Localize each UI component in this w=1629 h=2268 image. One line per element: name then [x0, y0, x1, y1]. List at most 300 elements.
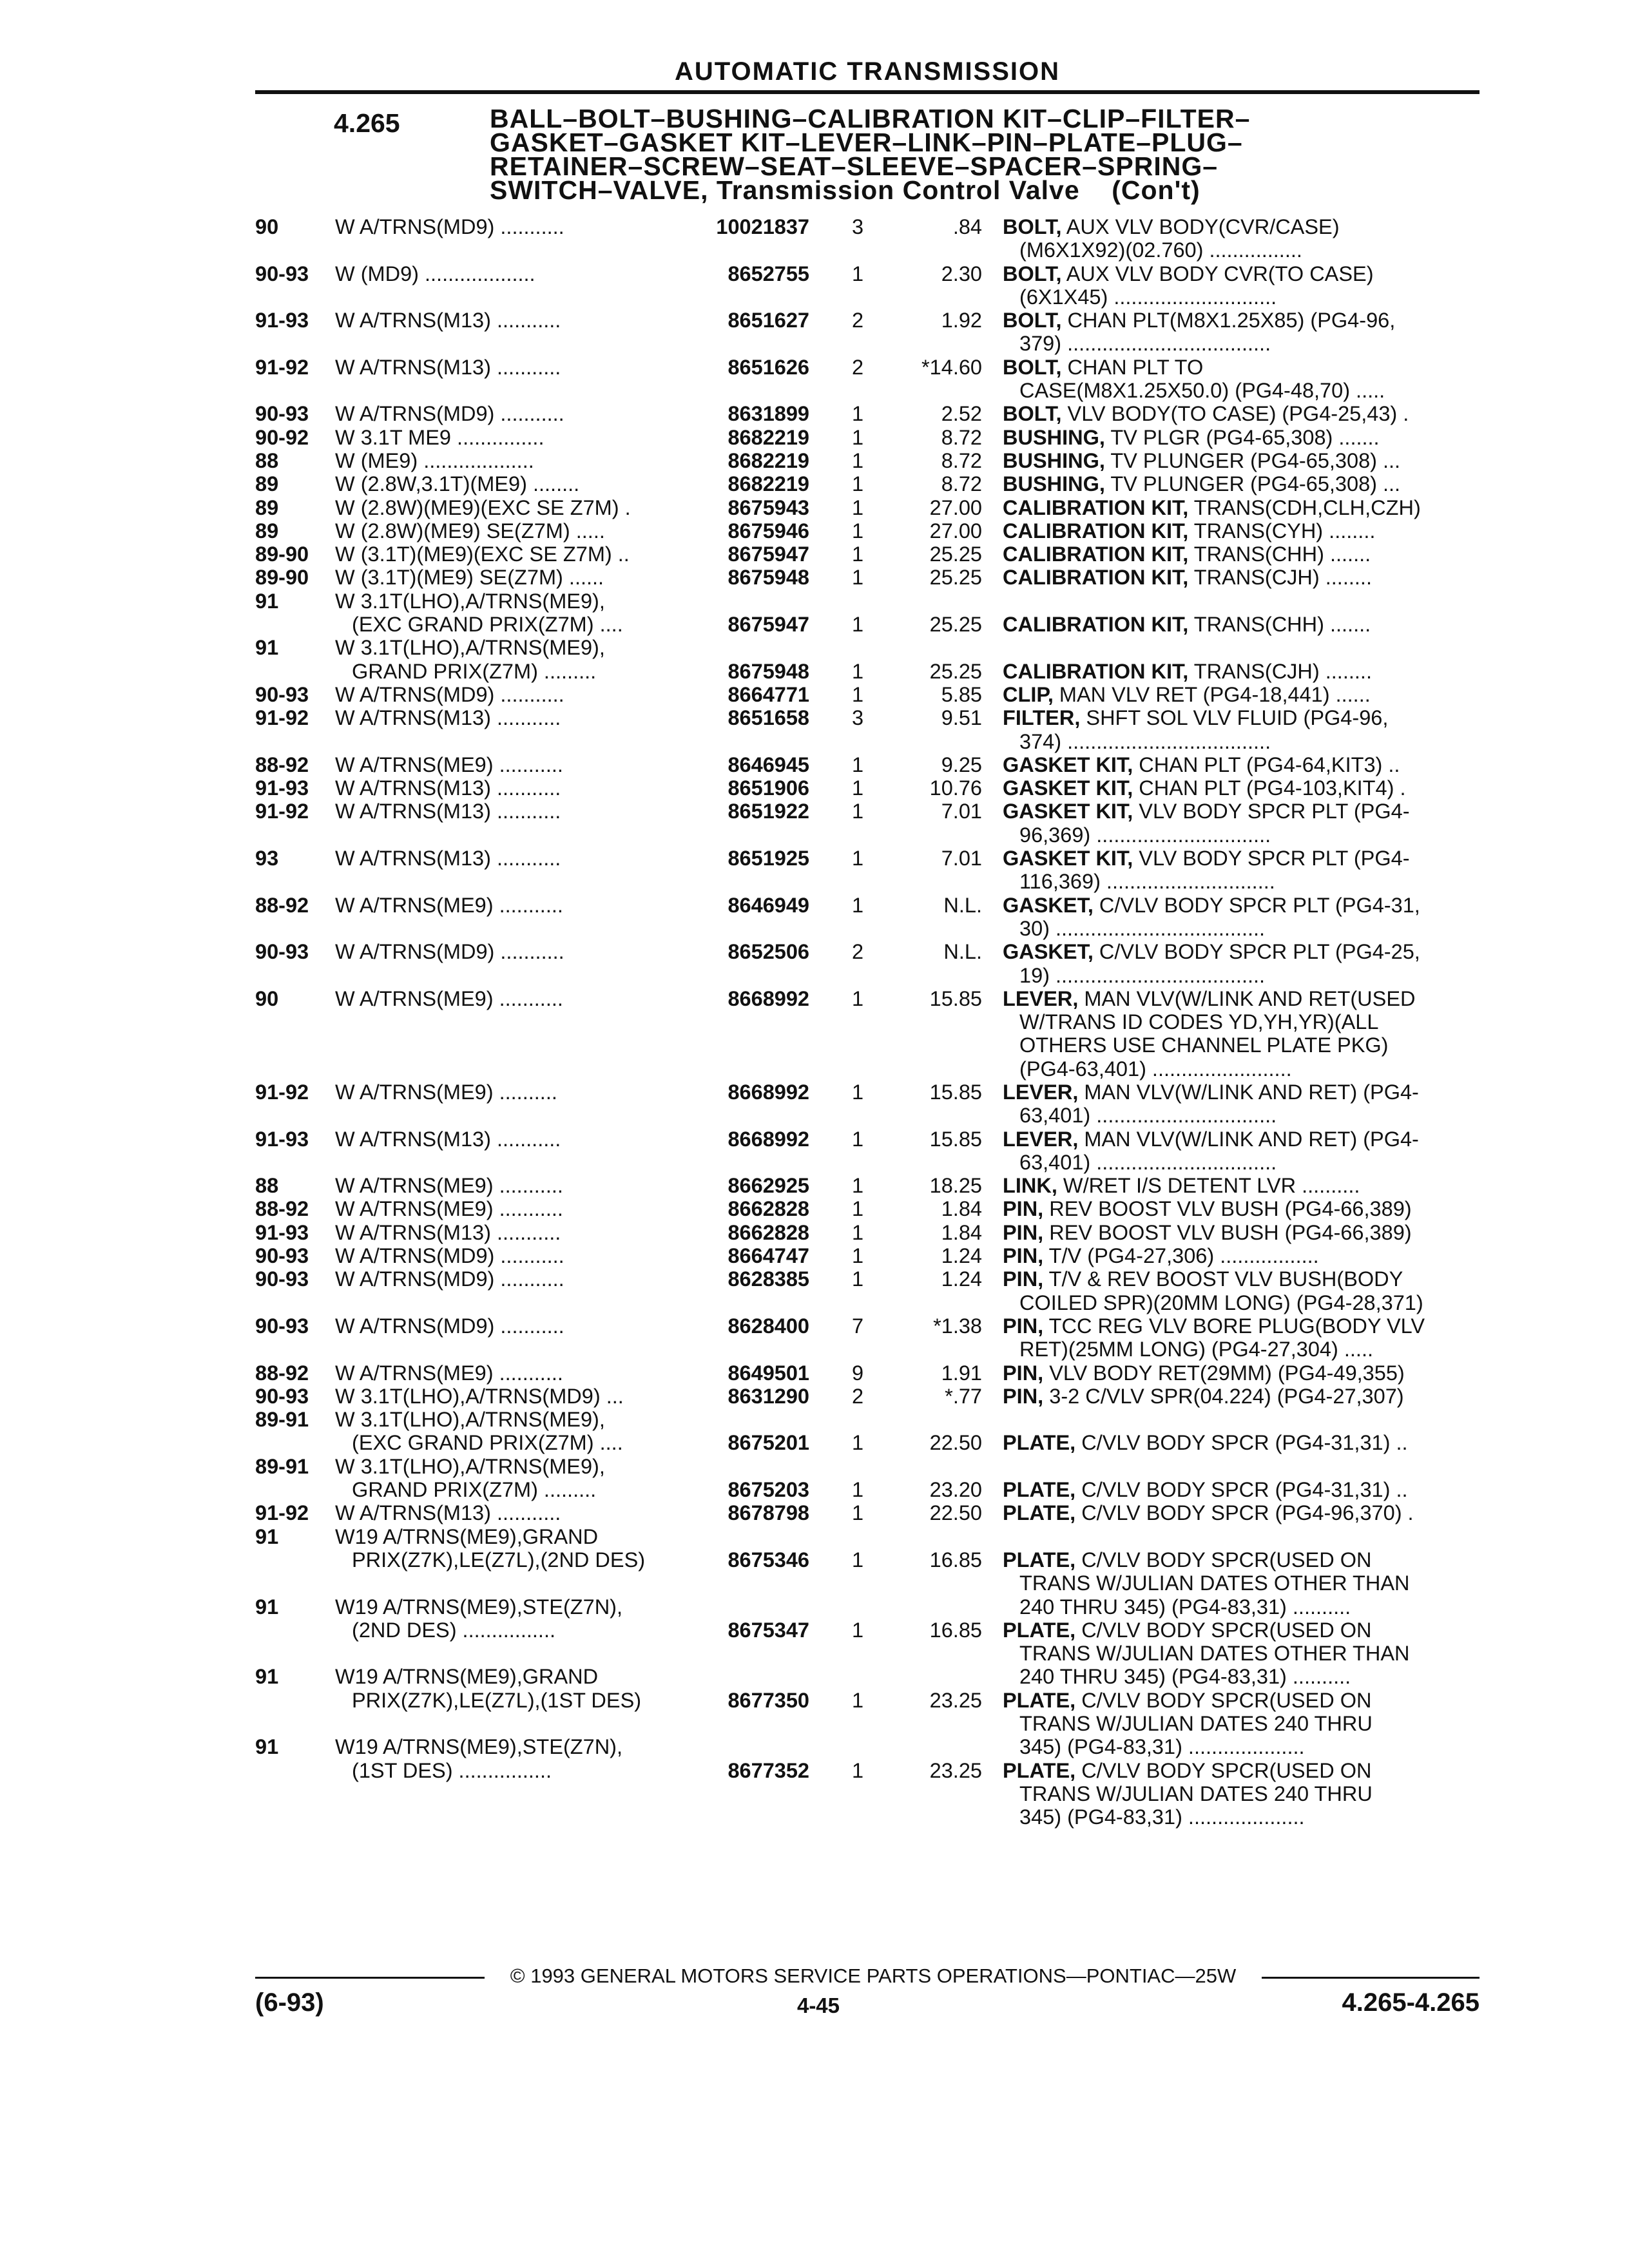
- price: 25.25: [929, 659, 982, 683]
- quantity: 1: [851, 1127, 864, 1151]
- part-row: [255, 356, 1480, 403]
- part-number: 8651627: [728, 309, 809, 332]
- part-name: [1003, 543, 1480, 566]
- application-line: W A/TRNS(M13) ...........: [335, 800, 561, 823]
- parts-list: [255, 215, 1480, 1829]
- part-name-bold: GASKET KIT,: [1003, 776, 1133, 800]
- application-line: W A/TRNS(ME9) ...........: [335, 1361, 563, 1385]
- price: 1.24: [941, 1244, 982, 1268]
- part-name: [1003, 987, 1480, 1081]
- quantity: 1: [851, 1080, 864, 1104]
- part-name-line: [1003, 402, 1480, 425]
- part-name: [1003, 356, 1480, 403]
- part-name-bold: CALIBRATION KIT,: [1003, 566, 1189, 590]
- page-header: AUTOMATIC TRANSMISSION: [674, 57, 1061, 86]
- price: 15.85: [929, 1080, 982, 1104]
- part-number: 8675346: [728, 1548, 809, 1571]
- part-number: 8668992: [728, 986, 809, 1010]
- part-name-bold: PLATE,: [1003, 1618, 1076, 1642]
- part-name-text: VLV BODY RET(29MM) (PG4-49,355): [1049, 1361, 1405, 1385]
- application-line: (EXC GRAND PRIX(Z7M) ....: [352, 1431, 623, 1455]
- part-name-bold: LINK,: [1003, 1174, 1057, 1198]
- part-name: [1003, 566, 1480, 589]
- quantity: 1: [851, 1174, 864, 1198]
- part-name-line: [1003, 776, 1480, 800]
- quantity: 1: [851, 1197, 864, 1221]
- part-name-text: REV BOOST VLV BUSH (PG4-66,389): [1049, 1197, 1412, 1221]
- price: 23.25: [929, 1688, 982, 1712]
- part-name-line: 374) ...................................: [1019, 729, 1271, 753]
- quantity: 1: [851, 1688, 864, 1712]
- part-name-bold: PIN,: [1003, 1361, 1044, 1385]
- part-name: [1003, 776, 1480, 800]
- part-name-bold: GASKET KIT,: [1003, 800, 1133, 823]
- application-line: (1ST DES) ................: [352, 1758, 552, 1782]
- part-name-line: [1003, 449, 1480, 472]
- part-row: [255, 426, 1480, 449]
- model-year: 88-92: [255, 893, 309, 917]
- part-row: [255, 1174, 1480, 1197]
- part-name-line: 240 THRU 345) (PG4-83,31) ..........: [1019, 1665, 1351, 1689]
- quantity: 1: [851, 519, 864, 543]
- part-name-bold: BUSHING,: [1003, 425, 1105, 449]
- part-name-text: AUX VLV BODY(CVR/CASE): [1066, 215, 1340, 238]
- price: 1.91: [941, 1361, 982, 1385]
- model-year: 88-92: [255, 1197, 309, 1221]
- part-number: 8675201: [728, 1431, 809, 1455]
- part-name-line: 63,401) ...............................: [1019, 1150, 1277, 1174]
- model-year: 90-93: [255, 1384, 309, 1408]
- part-row: [255, 1081, 1480, 1128]
- part-number: 8646949: [728, 893, 809, 917]
- model-year: 91: [255, 589, 279, 613]
- part-name-line: [1003, 1478, 1480, 1501]
- price: 8.72: [941, 472, 982, 496]
- part-row: [255, 402, 1480, 425]
- part-row: [255, 753, 1480, 776]
- quantity: 1: [851, 543, 864, 566]
- part-number: 8675946: [728, 519, 809, 543]
- part-row: [255, 776, 1480, 800]
- part-row: [255, 449, 1480, 472]
- application-line: W19 A/TRNS(ME9),GRAND: [335, 1665, 599, 1689]
- application-line: W A/TRNS(M13) ...........: [335, 355, 561, 379]
- part-name-bold: CALIBRATION KIT,: [1003, 659, 1189, 683]
- part-name-text: TV PLUNGER (PG4-65,308) ...: [1110, 448, 1401, 472]
- part-number: 8662828: [728, 1220, 809, 1244]
- part-name-line: [1003, 1759, 1480, 1782]
- part-name-bold: PLATE,: [1003, 1548, 1076, 1571]
- part-number: 8662925: [728, 1174, 809, 1198]
- application-line: W A/TRNS(MD9) ...........: [335, 682, 564, 706]
- price: 7.01: [941, 847, 982, 870]
- quantity: 9: [851, 1361, 864, 1385]
- part-name-line: [1003, 940, 1480, 963]
- part-name: [1003, 1174, 1480, 1197]
- application-line: W (2.8W,3.1T)(ME9) ........: [335, 472, 580, 496]
- application-line: (EXC GRAND PRIX(Z7M) ....: [352, 613, 623, 637]
- part-name-text: C/VLV BODY SPCR(USED ON: [1081, 1618, 1372, 1642]
- price: 1.92: [941, 309, 982, 332]
- model-year: 91-93: [255, 1127, 309, 1151]
- part-name: [1003, 426, 1480, 449]
- application-line: W (2.8W)(ME9)(EXC SE Z7M) .: [335, 495, 631, 519]
- part-name-line: [1003, 1081, 1480, 1104]
- quantity: 1: [851, 753, 864, 776]
- part-name-text: CHAN PLT(M8X1.25X85) (PG4-96,: [1067, 309, 1396, 332]
- footer-date: (6-93): [255, 1988, 324, 2017]
- part-number: 8682219: [728, 425, 809, 449]
- part-name: [1003, 613, 1480, 636]
- part-row: [255, 1361, 1480, 1385]
- application-line: W A/TRNS(M13) ...........: [335, 1501, 561, 1525]
- part-name-line: [1003, 894, 1480, 917]
- application-line: W A/TRNS(ME9) ..........: [335, 1080, 557, 1104]
- part-name-text: T/V & REV BOOST VLV BUSH(BODY: [1048, 1267, 1403, 1291]
- price: 27.00: [929, 495, 982, 519]
- part-name-bold: PIN,: [1003, 1314, 1044, 1338]
- quantity: 1: [851, 986, 864, 1010]
- quantity: 2: [851, 940, 864, 964]
- price: 18.25: [929, 1174, 982, 1198]
- part-row: [255, 636, 1480, 683]
- quantity: 1: [851, 1548, 864, 1571]
- application-line: W A/TRNS(M13) ...........: [335, 1127, 561, 1151]
- model-year: 91-92: [255, 1080, 309, 1104]
- section-title-line: [490, 175, 1431, 205]
- model-year: 89: [255, 472, 279, 496]
- part-name-text: SHFT SOL VLV FLUID (PG4-96,: [1086, 706, 1389, 730]
- part-number: 8631899: [728, 402, 809, 426]
- price: 22.50: [929, 1501, 982, 1525]
- part-name-text: T/V (PG4-27,306) .................: [1048, 1244, 1319, 1268]
- part-name-text: TV PLUNGER (PG4-65,308) ...: [1110, 472, 1401, 496]
- part-name-text: MAN VLV(W/LINK AND RET) (PG4-: [1084, 1080, 1419, 1104]
- part-row: [255, 472, 1480, 495]
- part-number: 8646945: [728, 753, 809, 776]
- part-name-line: [1003, 1174, 1480, 1197]
- section-title: [490, 104, 1431, 205]
- part-name: [1003, 1221, 1480, 1244]
- part-name: [1003, 660, 1480, 683]
- model-year: 89-91: [255, 1454, 309, 1478]
- part-name-text: MAN VLV RET (PG4-18,441) ......: [1059, 682, 1371, 706]
- part-name: [1003, 1267, 1480, 1314]
- part-name-text: TRANS(CYH) ........: [1193, 519, 1376, 543]
- part-name-line: 379) ...................................: [1019, 332, 1271, 356]
- part-row: [255, 1385, 1480, 1408]
- part-name: [1003, 215, 1480, 262]
- part-name-line: [1003, 543, 1480, 566]
- quantity: 1: [851, 613, 864, 637]
- quantity: 1: [851, 1431, 864, 1455]
- part-name-line: [1003, 1619, 1480, 1642]
- model-year: 88: [255, 1174, 279, 1198]
- part-name-bold: BOLT,: [1003, 215, 1062, 238]
- part-name: [1003, 847, 1480, 894]
- quantity: 2: [851, 1384, 864, 1408]
- quantity: 1: [851, 893, 864, 917]
- application-line: W A/TRNS(MD9) ...........: [335, 1267, 564, 1291]
- part-name-bold: LEVER,: [1003, 1080, 1079, 1104]
- part-name-line: [1003, 472, 1480, 495]
- price: 27.00: [929, 519, 982, 543]
- section-number: 4.265: [334, 108, 400, 138]
- part-number: 8652755: [728, 262, 809, 285]
- part-row: [255, 1128, 1480, 1175]
- part-name: [1003, 800, 1480, 847]
- part-name-bold: BOLT,: [1003, 402, 1062, 426]
- part-number: 8651925: [728, 847, 809, 870]
- part-name: [1003, 753, 1480, 776]
- application-line: W 3.1T(LHO),A/TRNS(MD9) ...: [335, 1384, 624, 1408]
- model-year: 89-91: [255, 1408, 309, 1432]
- part-name: [1003, 496, 1480, 519]
- part-name: [1003, 706, 1480, 753]
- part-name-line: CASE(M8X1.25X50.0) (PG4-48,70) .....: [1019, 379, 1385, 403]
- part-name: [1003, 1081, 1480, 1128]
- part-name-line: [1003, 1244, 1480, 1267]
- part-name: [1003, 309, 1480, 356]
- part-row: [255, 519, 1480, 543]
- model-year: 90-93: [255, 402, 309, 426]
- quantity: 1: [851, 1478, 864, 1502]
- quantity: 1: [851, 1758, 864, 1782]
- part-name-bold: BUSHING,: [1003, 472, 1105, 496]
- part-name: [1003, 1431, 1480, 1454]
- footer-rule-right: [1262, 1977, 1480, 1979]
- price: 1.84: [941, 1220, 982, 1244]
- part-name-text: REV BOOST VLV BUSH (PG4-66,389): [1049, 1220, 1412, 1244]
- part-name-text: C/VLV BODY SPCR PLT (PG4-31,: [1099, 893, 1420, 917]
- application-line: (2ND DES) ................: [352, 1618, 556, 1642]
- application-line: W A/TRNS(ME9) ...........: [335, 1174, 563, 1198]
- part-name-line: 240 THRU 345) (PG4-83,31) ..........: [1019, 1595, 1351, 1619]
- part-name-text: TCC REG VLV BORE PLUG(BODY VLV: [1048, 1314, 1425, 1338]
- price: N.L.: [943, 940, 982, 964]
- part-number: 8675948: [728, 566, 809, 590]
- part-name: [1003, 1759, 1480, 1829]
- part-name-line: [1003, 566, 1480, 589]
- part-name: [1003, 1244, 1480, 1267]
- part-name-bold: CALIBRATION KIT,: [1003, 519, 1189, 543]
- section-title-cont: (Con't): [1112, 175, 1200, 205]
- part-name-line: [1003, 1314, 1480, 1338]
- quantity: 1: [851, 1220, 864, 1244]
- application-line: W A/TRNS(MD9) ...........: [335, 940, 564, 964]
- section-title-line: RETAINER–SCREW–SEAT–SLEEVE–SPACER–SPRING–: [490, 151, 1219, 181]
- price: 10.76: [929, 776, 982, 800]
- part-name-line: [1003, 800, 1480, 823]
- application-line: W19 A/TRNS(ME9),STE(Z7N),: [335, 1735, 623, 1759]
- price: 2.30: [941, 262, 982, 285]
- model-year: 90: [255, 215, 279, 238]
- part-row: [255, 496, 1480, 519]
- part-row: [255, 706, 1480, 753]
- application-line: W A/TRNS(M13) ...........: [335, 706, 561, 730]
- part-number: 8628400: [728, 1314, 809, 1338]
- quantity: 2: [851, 309, 864, 332]
- part-name-line: [1003, 1267, 1480, 1291]
- model-year: 88-92: [255, 753, 309, 776]
- application-line: W (ME9) ...................: [335, 448, 534, 472]
- model-year: 88-92: [255, 1361, 309, 1385]
- part-name: [1003, 402, 1480, 425]
- part-name-line: [1003, 706, 1480, 729]
- part-row: [255, 215, 1480, 262]
- part-name-line: [1003, 309, 1480, 332]
- part-row: [255, 1501, 1480, 1524]
- application-line: W A/TRNS(ME9) ...........: [335, 1197, 563, 1221]
- quantity: 1: [851, 659, 864, 683]
- section-title-rest: Transmission Control Valve: [716, 175, 1080, 205]
- price: 7.01: [941, 800, 982, 823]
- price: 16.85: [929, 1548, 982, 1571]
- quantity: 7: [851, 1314, 864, 1338]
- part-name-line: (6X1X45) ............................: [1019, 285, 1277, 309]
- part-name-line: 63,401) ...............................: [1019, 1104, 1277, 1128]
- part-number: 8678798: [728, 1501, 809, 1525]
- price: .84: [952, 215, 982, 238]
- quantity: 1: [851, 1267, 864, 1291]
- part-number: 8675947: [728, 543, 809, 566]
- price: *.77: [945, 1384, 982, 1408]
- part-name-line: [1003, 683, 1480, 706]
- part-name-line: [1003, 356, 1480, 379]
- part-name-bold: CALIBRATION KIT,: [1003, 495, 1189, 519]
- application-line: W19 A/TRNS(ME9),GRAND: [335, 1524, 599, 1548]
- part-number: 8682219: [728, 448, 809, 472]
- part-name-bold: LEVER,: [1003, 1127, 1079, 1151]
- part-name-text: MAN VLV(W/LINK AND RET) (PG4-: [1084, 1127, 1419, 1151]
- application-line: W A/TRNS(ME9) ...........: [335, 753, 563, 776]
- model-year: 89: [255, 495, 279, 519]
- part-name: [1003, 1385, 1480, 1408]
- part-name: [1003, 1361, 1480, 1385]
- section-title-bold: SWITCH–VALVE,: [490, 175, 709, 205]
- part-number: 8675947: [728, 613, 809, 637]
- part-name-bold: PLATE,: [1003, 1478, 1076, 1502]
- application-line: W A/TRNS(M13) ...........: [335, 776, 561, 800]
- part-row: [255, 847, 1480, 894]
- part-row: [255, 683, 1480, 706]
- quantity: 1: [851, 448, 864, 472]
- part-name-bold: GASKET KIT,: [1003, 753, 1133, 776]
- footer-page-number: 4-45: [796, 1994, 840, 2017]
- part-name-text: TRANS(CHH) .......: [1193, 543, 1371, 566]
- part-name-line: (M6X1X92)(02.760) ................: [1019, 238, 1302, 262]
- model-year: 91: [255, 1735, 279, 1759]
- application-line: W A/TRNS(MD9) ...........: [335, 402, 564, 426]
- application-line: W 3.1T(LHO),A/TRNS(ME9),: [335, 1454, 605, 1478]
- application-line: W A/TRNS(ME9) ...........: [335, 986, 563, 1010]
- price: 23.25: [929, 1758, 982, 1782]
- part-row: [255, 262, 1480, 309]
- part-name-line: 19) ....................................: [1019, 963, 1266, 987]
- part-name-bold: BUSHING,: [1003, 448, 1105, 472]
- application-line: W 3.1T ME9 ...............: [335, 425, 545, 449]
- part-row: [255, 309, 1480, 356]
- part-name-text: CHAN PLT (PG4-103,KIT4) .: [1139, 776, 1406, 800]
- part-name-line: OTHERS USE CHANNEL PLATE PKG): [1019, 1033, 1389, 1057]
- quantity: 1: [851, 1501, 864, 1525]
- application-line: W 3.1T(LHO),A/TRNS(ME9),: [335, 1408, 605, 1432]
- quantity: 3: [851, 706, 864, 730]
- part-number: 10021837: [716, 215, 809, 238]
- part-name-text: TRANS(CJH) ........: [1193, 659, 1372, 683]
- part-row: [255, 987, 1480, 1081]
- part-number: 8664747: [728, 1244, 809, 1268]
- part-number: 8682219: [728, 472, 809, 496]
- part-number: 8668992: [728, 1127, 809, 1151]
- model-year: 90: [255, 986, 279, 1010]
- model-year: 91-92: [255, 800, 309, 823]
- part-row: [255, 800, 1480, 847]
- part-name-line: [1003, 1128, 1480, 1151]
- application-line: GRAND PRIX(Z7M) .........: [352, 659, 597, 683]
- application-line: W 3.1T(LHO),A/TRNS(ME9),: [335, 589, 605, 613]
- part-row: [255, 1314, 1480, 1361]
- part-name-bold: PLATE,: [1003, 1501, 1076, 1525]
- part-name: [1003, 472, 1480, 495]
- part-number: 8651906: [728, 776, 809, 800]
- quantity: 1: [851, 472, 864, 496]
- model-year: 90-93: [255, 940, 309, 964]
- part-name: [1003, 1478, 1480, 1501]
- price: 9.51: [941, 706, 982, 730]
- part-name: [1003, 519, 1480, 543]
- part-number: 8651658: [728, 706, 809, 730]
- model-year: 90-93: [255, 1314, 309, 1338]
- part-name-bold: LEVER,: [1003, 986, 1079, 1010]
- part-name-text: MAN VLV(W/LINK AND RET(USED: [1084, 986, 1416, 1010]
- part-number: 8652506: [728, 940, 809, 964]
- application-line: W19 A/TRNS(ME9),STE(Z7N),: [335, 1595, 623, 1619]
- part-number: 8675347: [728, 1618, 809, 1642]
- section-title-line: BALL–BOLT–BUSHING–CALIBRATION KIT–CLIP–FILTER–: [490, 104, 1251, 133]
- part-name-line: TRANS W/JULIAN DATES 240 THRU: [1019, 1712, 1373, 1735]
- price: N.L.: [943, 893, 982, 917]
- part-name-bold: PIN,: [1003, 1384, 1044, 1408]
- part-name-line: [1003, 215, 1480, 238]
- model-year: 91-92: [255, 706, 309, 730]
- price: 1.24: [941, 1267, 982, 1291]
- application-line: W A/TRNS(MD9) ...........: [335, 215, 564, 238]
- part-name-line: [1003, 847, 1480, 870]
- part-name-line: 345) (PG4-83,31) ....................: [1019, 1735, 1305, 1759]
- part-name-line: [1003, 1361, 1480, 1385]
- model-year: 88: [255, 448, 279, 472]
- part-number: 8677352: [728, 1758, 809, 1782]
- part-name-line: RET)(25MM LONG) (PG4-27,304) .....: [1019, 1338, 1374, 1361]
- part-row: [255, 940, 1480, 987]
- application-line: W A/TRNS(MD9) ...........: [335, 1314, 564, 1338]
- part-name-text: C/VLV BODY SPCR(USED ON: [1081, 1548, 1372, 1571]
- part-name-text: CHAN PLT (PG4-64,KIT3) ..: [1139, 753, 1400, 776]
- footer-copyright: © 1993 GENERAL MOTORS SERVICE PARTS OPERATIONS—PONTIAC—25W: [510, 1965, 1237, 1987]
- part-name-bold: PLATE,: [1003, 1688, 1076, 1712]
- quantity: 1: [851, 1244, 864, 1268]
- part-name-text: C/VLV BODY SPCR(USED ON: [1081, 1688, 1372, 1712]
- application-line: GRAND PRIX(Z7M) .........: [352, 1478, 597, 1502]
- part-number: 8649501: [728, 1361, 809, 1385]
- application-line: W A/TRNS(M13) ...........: [335, 309, 561, 332]
- part-name: [1003, 262, 1480, 309]
- application-line: W 3.1T(LHO),A/TRNS(ME9),: [335, 636, 605, 660]
- part-number: 8628385: [728, 1267, 809, 1291]
- price: *1.38: [933, 1314, 982, 1338]
- part-name-line: 116,369) .............................: [1019, 870, 1275, 894]
